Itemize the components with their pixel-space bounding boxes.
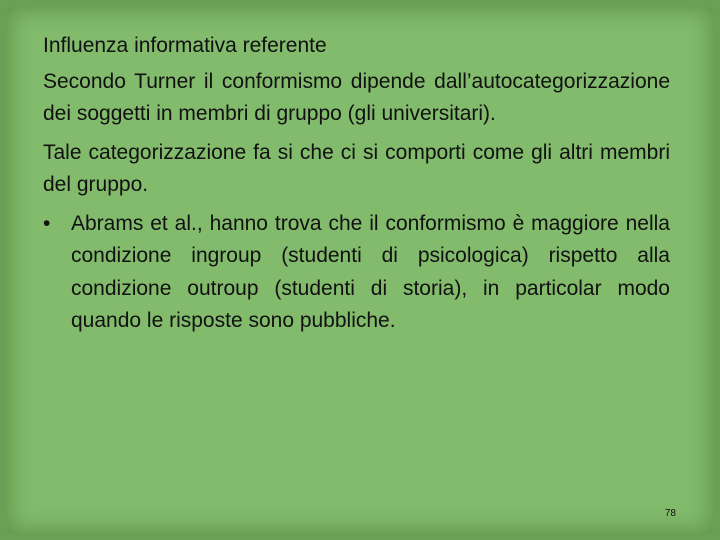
slide-heading: Influenza informativa referente	[43, 34, 327, 57]
slide-body	[43, 30, 670, 338]
bullet-list	[43, 208, 670, 338]
bullet-text: Abrams et al., hanno trova che il conformismo è maggiore nella condizione ingroup (studenti di psicologica) rispetto alla condizione outroup (studenti di storia), in particolar modo quando le risposte sono pubbliche.	[71, 211, 670, 332]
bullet-icon: •	[43, 211, 51, 235]
slide-number: 78	[664, 508, 676, 519]
paragraph-turner: Secondo Turner il conformismo dipende dall’autocategorizzazione dei soggetti in membri di gruppo (gli universitari).	[43, 69, 670, 125]
list-item	[43, 208, 670, 338]
paragraph-categorization: Tale categorizzazione fa si che ci si comporti come gli altri membri del gruppo.	[43, 140, 670, 196]
